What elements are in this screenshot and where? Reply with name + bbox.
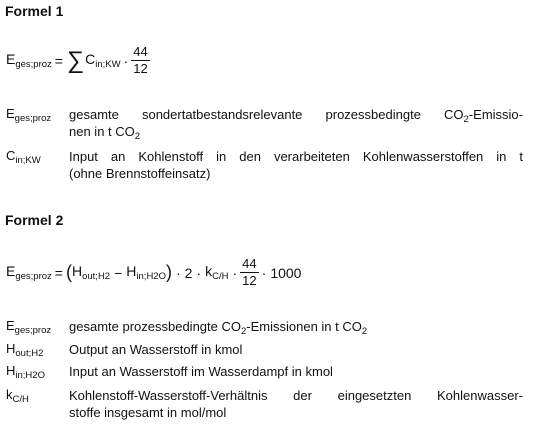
def-symbol-e-ges-proz: $E_{ges;proz}$: [6, 106, 52, 124]
def-desc-c-in-kw-line1: Input an Kohlenstoff in den verarbeiteten Kohlenwasserstoffen in t: [69, 149, 523, 164]
fraction-denominator: 12: [133, 61, 148, 76]
def-symbol-e-ges-proz-2: $E_{ges;proz}$: [6, 318, 52, 336]
def-desc-c-in-kw-line2: (ohne Brennstoffeinsatz): [69, 166, 211, 181]
multiply-dot: ·: [261, 264, 267, 281]
def-symbol-k-c-h: $k_{C/H}$: [6, 387, 29, 405]
formula-1-c-term: $C_{in;KW}$: [85, 51, 121, 70]
def-symbol-h-out-h2: $H_{out;H2}$: [6, 341, 44, 359]
formula-2-equation: [6, 256, 301, 289]
multiply-dot: ·: [196, 264, 202, 281]
def-desc-h-out-h2: Output an Wasserstoff in kmol: [69, 342, 243, 357]
h-out-term: $H_{out;H2}$: [71, 263, 111, 282]
formula-2-heading: Formel 2: [5, 212, 64, 228]
def-desc-h-in-h2o: Input an Wasserstoff im Wasserdampf in kmol: [69, 364, 333, 379]
sum-symbol: ∑: [66, 46, 85, 74]
formula-1-heading: Formel 1: [5, 3, 64, 19]
h-in-term: $H_{in;H2O}$: [126, 263, 166, 282]
close-paren: ): [165, 262, 172, 282]
multiply-dot: ·: [232, 264, 238, 281]
open-paren: (: [65, 262, 72, 282]
def-symbol-c-in-kw: $C_{in;KW}$: [6, 148, 41, 166]
def-desc-e-ges-proz-line1: gesamte sondertatbestandsrelevante prozessbedingte $CO_2-Emissio-$: [69, 107, 523, 125]
formula-1-equals: =: [54, 52, 63, 69]
fraction-numerator: 44: [133, 44, 148, 59]
factor-thousand: 1000: [270, 264, 302, 281]
formula-2-equals: =: [54, 264, 63, 281]
def-desc-e-ges-proz-2: gesamte prozessbedingte $CO_2$-Emissionen in t $CO_2$: [69, 319, 368, 337]
k-term: $k_{C/H}$: [205, 263, 229, 282]
minus-sign: −: [114, 264, 123, 281]
factor-two: 2: [184, 264, 193, 281]
def-symbol-h-in-h2o: $H_{in;H2O}$: [6, 363, 45, 381]
fraction-numerator: 44: [242, 256, 257, 271]
formula-2-lhs: $E_{ges;proz}$: [6, 263, 52, 282]
multiply-dot: ·: [123, 52, 129, 69]
def-desc-k-c-h-line2: stoffe insgesamt in mol/mol: [69, 405, 227, 420]
def-desc-e-ges-proz-line2: nen in t $CO_2$: [69, 124, 141, 142]
formula-2-fraction: [240, 256, 258, 289]
fraction-denominator: 12: [242, 273, 257, 288]
formula-1-equation: [6, 44, 153, 77]
multiply-dot: ·: [175, 264, 181, 281]
def-desc-k-c-h-line1: Kohlenstoff-Wasserstoff-Verhältnis der eingesetzten Kohlenwasser-: [69, 388, 523, 403]
formula-1-lhs: $E_{ges;proz}$: [6, 51, 52, 70]
formula-1-fraction: [131, 44, 149, 77]
